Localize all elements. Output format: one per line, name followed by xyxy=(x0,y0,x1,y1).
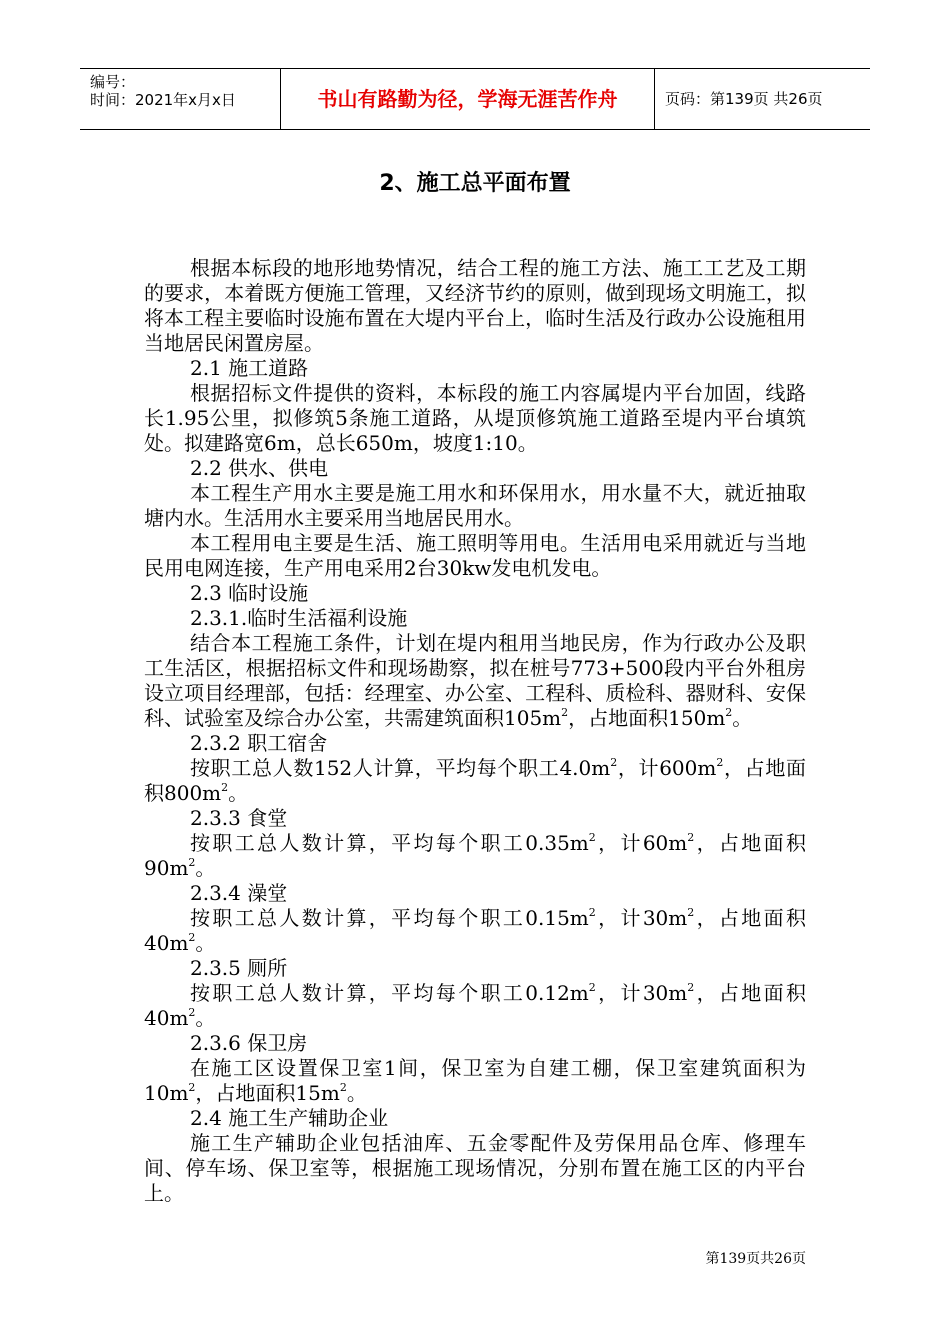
heading-2-3: 2.3 临时设施 xyxy=(190,581,309,605)
paragraph-2-3-2: 按职工总人数152人计算，平均每个职工$4.0m^2$，计$600m^2$，占地面积$800m^2$。 xyxy=(144,756,807,805)
page-footer: 第139页共26页 xyxy=(705,1251,806,1267)
heading-2-3-6: 2.3.6 保卫房 xyxy=(190,1031,308,1055)
header-page-number: 页码：第139页 共26页 xyxy=(665,90,823,108)
heading-2-2: 2.2 供水、供电 xyxy=(190,456,329,480)
paragraph-2-3-4: 按职工总人数计算，平均每个职工$0.15m^2$，计$30m^2$，占地面积$40m^2$。 xyxy=(144,906,806,955)
heading-2-3-5: 2.3.5 厕所 xyxy=(190,956,288,980)
paragraph-2-3-3: 按职工总人数计算，平均每个职工$0.35m^2$，计$60m^2$，占地面积$90m^2$。 xyxy=(144,831,806,880)
heading-2-3-1: 2.3.1.临时生活福利设施 xyxy=(190,606,408,630)
heading-2-4: 2.4 施工生产辅助企业 xyxy=(190,1106,389,1130)
section-title: 2、施工总平面布置 xyxy=(379,171,571,196)
header-meta-cell xyxy=(80,69,281,129)
paragraph-2-2-water: 本工程生产用水主要是施工用水和环保用水，用水量不大，就近抽取塘内水。生活用水主要采用当地居民用水。 xyxy=(144,481,806,530)
paragraph-2-3-1: 结合本工程施工条件，计划在堤内租用当地民房，作为行政办公及职工生活区，根据招标文件和现场勘察，拟在桩号773+500段内平台外租房设立项目经理部，包括：经理室、办公室、工程科、质检科、器财科、安保科、试验室及综合办公室，共需建筑面积$105m^2$，占地面积$150m^2$。 xyxy=(144,631,806,730)
paragraph-2-3-5: 按职工总人数计算，平均每个职工$0.12m^2$，计$30m^2$，占地面积$40m^2$。 xyxy=(144,981,806,1030)
document-body xyxy=(144,256,806,1206)
heading-2-3-4: 2.3.4 澡堂 xyxy=(190,881,288,905)
heading-2-3-3: 2.3.3 食堂 xyxy=(190,806,288,830)
header-motto: 书山有路勤为径，学海无涯苦作舟 xyxy=(281,69,655,129)
paragraph-2-1: 根据招标文件提供的资料，本标段的施工内容属堤内平台加固，线路长1.95公里，拟修筑5条施工道路，从堤顶修筑施工道路至堤内平台填筑处。拟建路宽6m，总长650m，坡度1:10。 xyxy=(144,381,806,455)
heading-2-1: 2.1 施工道路 xyxy=(190,356,309,380)
document-number-label: 编号： xyxy=(90,73,136,91)
document-date-label: 时间：2021年x月x日 xyxy=(90,91,236,109)
paragraph-2-4: 施工生产辅助企业包括油库、五金零配件及劳保用品仓库、修理车间、停车场、保卫室等，根据施工现场情况，分别布置在施工区的内平台上。 xyxy=(144,1131,806,1205)
intro-paragraph: 根据本标段的地形地势情况，结合工程的施工方法、施工工艺及工期的要求，本着既方便施工管理，又经济节约的原则，做到现场文明施工，拟将本工程主要临时设施布置在大堤内平台上，临时生活及行政办公设施租用当地居民闲置房屋。 xyxy=(144,256,806,355)
heading-2-3-2: 2.3.2 职工宿舍 xyxy=(190,731,328,755)
paragraph-2-2-power: 本工程用电主要是生活、施工照明等用电。生活用电采用就近与当地民用电网连接，生产用电采用2台30kw发电机发电。 xyxy=(144,531,806,580)
header-table xyxy=(80,68,870,130)
paragraph-2-3-6: 在施工区设置保卫室1间，保卫室为自建工棚，保卫室建筑面积为$10m^2$，占地面积$15m^2$。 xyxy=(144,1056,806,1105)
